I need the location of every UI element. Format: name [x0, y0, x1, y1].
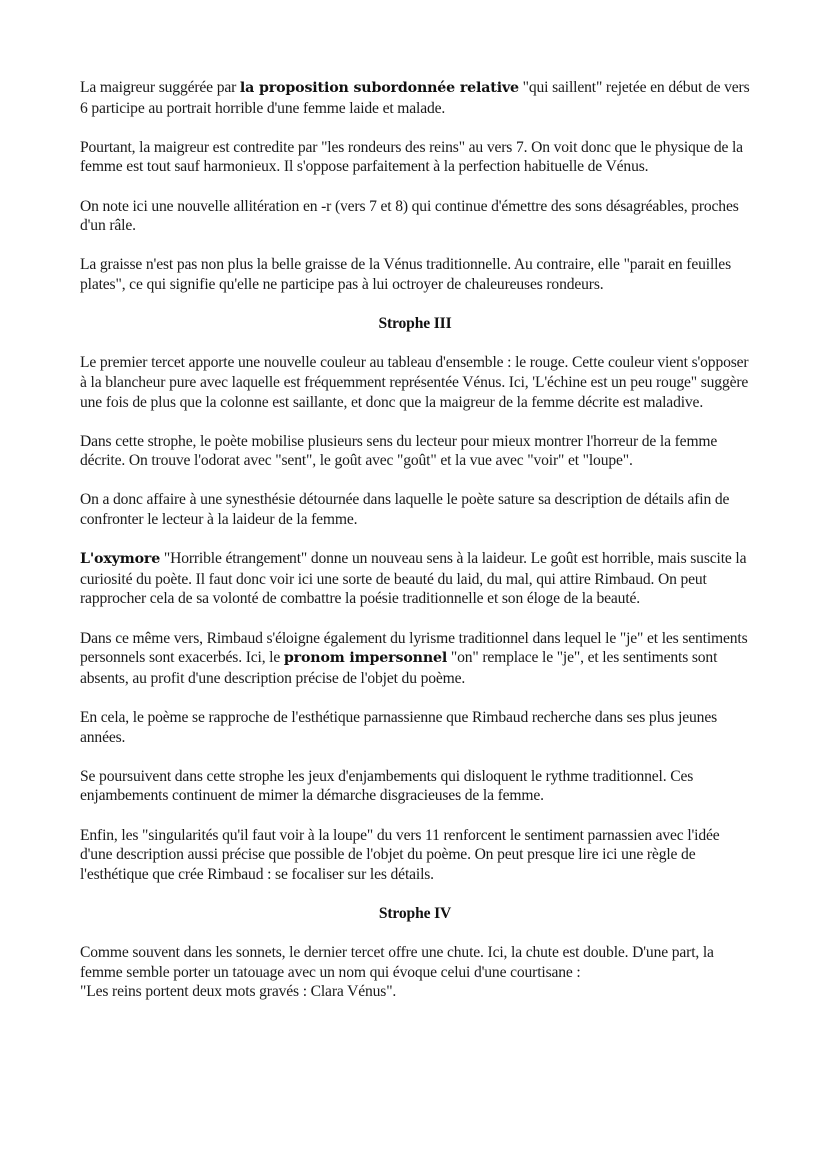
paragraph-chute: [80, 943, 750, 1002]
bold-term: pronom impersonnel: [283, 650, 448, 667]
text-run: Comme souvent dans les sonnets, le dernier tercet offre une chute. Ici, la chute est double. D'une part, la femme semble porter un tatouage avec un nom qui évoque celui d'une courtisane :: [80, 944, 714, 981]
paragraph-synesthesie: On a donc affaire à une synesthésie détournée dans laquelle le poète sature sa description de détails afin de confronter le lecteur à la laideur de la femme.: [80, 491, 730, 529]
quote-line: "Les reins portent deux mots gravés : Clara Vénus".: [80, 983, 397, 1001]
paragraph-pronom: [80, 629, 750, 689]
paragraph-rouge: Le premier tercet apporte une nouvelle couleur au tableau d'ensemble : le rouge. Cette couleur vient s'opposer à la blancheur pure avec laquelle est fréquemment représentée Vénus. Ici, 'L'échine est un peu rouge" suggère une fois de plus que la colonne est saillante, et donc que la maigreur de la femme décrite est maladive.: [80, 354, 749, 411]
paragraph-relative-clause: [80, 78, 750, 118]
section-heading-strophe-3: Strophe III: [378, 315, 452, 333]
paragraph-enjambements: Se poursuivent dans cette strophe les jeux d'enjambements qui disloquent le rythme traditionnel. Ces enjambements continuent de mimer la démarche disgracieuses de la femme.: [80, 767, 694, 805]
paragraph-alliteration: On note ici une nouvelle allitération en -r (vers 7 et 8) qui continue d'émettre des sons désagréables, proches d'un râle.: [80, 197, 739, 235]
text-run: "on" remplace le "je", et les sentiments sont absents, au profit d'une description précise de l'objet du poème.: [80, 649, 718, 687]
bold-term: L'oxymore: [80, 551, 161, 568]
bold-term: la proposition subordonnée relative: [239, 80, 519, 96]
paragraph-singularites: Enfin, les "singularités qu'il faut voir à la loupe" du vers 11 renforcent le sentiment parnassien avec l'idée d'une description aussi précise que possible de l'objet du poème. On peut presque lire ici une règle de l'esthétique que crée Rimbaud : se focaliser sur les détails.: [80, 826, 720, 883]
text-run: "Horrible étrangement" donne un nouveau sens à la laideur. Le goût est horrible, mais suscite la curiosité du poète. Il faut donc voir ici une sorte de beauté du laid, du mal, qui attire Rimbaud. On peut rapprocher cela de sa volonté de combattre la poésie traditionnelle et son éloge de la beauté.: [80, 550, 747, 608]
paragraph-parnassienne: En cela, le poème se rapproche de l'esthétique parnassienne que Rimbaud recherche dans ses plus jeunes années.: [80, 709, 718, 746]
paragraph-graisse: La graisse n'est pas non plus la belle graisse de la Vénus traditionnelle. Au contraire, elle "parait en feuilles plates", ce qui signifie qu'elle ne participe pas à lui octroyer de chaleureuses rondeurs.: [80, 256, 731, 293]
document-page: [80, 78, 750, 1022]
text-run: "qui saillent" rejetée en début de vers 6 participe au portrait horrible d'une femme laide et malade.: [80, 79, 750, 117]
paragraph-sens: Dans cette strophe, le poète mobilise plusieurs sens du lecteur pour mieux montrer l'horreur de la femme décrite. On trouve l'odorat avec "sent", le goût avec "goût" et la vue avec "voir" et "loupe".: [80, 432, 718, 470]
paragraph-oxymore: [80, 549, 750, 609]
section-heading-strophe-4: Strophe IV: [378, 904, 452, 922]
text-run: Dans ce même vers, Rimbaud s'éloigne également du lyrisme traditionnel dans lequel le "je" et les sentiments personnels sont exacerbés. Ici, le: [80, 629, 748, 667]
paragraph-rondeurs: Pourtant, la maigreur est contredite par "les rondeurs des reins" au vers 7. On voit donc que le physique de la femme est tout sauf harmonieux. Il s'oppose parfaitement à la perfection habituelle de Vénus.: [80, 138, 743, 176]
text-run: La maigreur suggérée par: [80, 79, 240, 96]
